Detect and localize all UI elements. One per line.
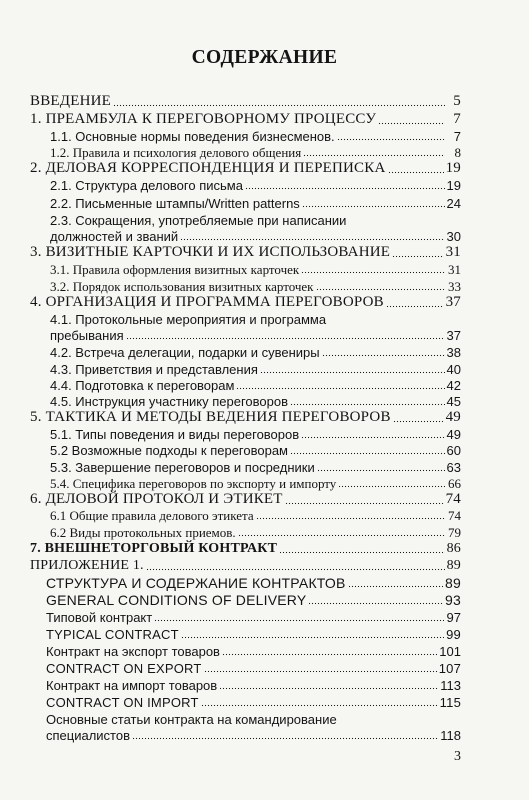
toc-entry-page: 40 bbox=[446, 362, 461, 377]
toc-entry-label: 4.5. Инструкция участнику переговоров bbox=[50, 394, 289, 409]
dot-leader bbox=[392, 254, 443, 258]
dot-leader bbox=[338, 484, 445, 488]
toc-entry-section-4-1-line1: 4.1. Протокольные мероприятия и программа bbox=[50, 312, 327, 327]
toc-entry-page: 97 bbox=[446, 610, 461, 625]
toc-entry-section-5-2 bbox=[50, 444, 461, 457]
toc-entry-section-6-1 bbox=[50, 509, 461, 522]
toc-entry-page: 79 bbox=[448, 525, 461, 540]
toc-entry-page: 24 bbox=[446, 196, 461, 211]
toc-entry-label: CONTRACT ON EXPORT bbox=[46, 661, 202, 676]
dot-leader bbox=[146, 567, 445, 571]
toc-entry-label: 3. ВИЗИТНЫЕ КАРТОЧКИ И ИХ ИСПОЛЬЗОВАНИЕ bbox=[30, 244, 391, 260]
toc-entry-label: 6.1 Общие правила делового этикета bbox=[50, 508, 254, 523]
dot-leader bbox=[316, 287, 446, 291]
toc-entry-export-contract-ru bbox=[46, 645, 461, 658]
toc-entry-chapter-3 bbox=[30, 245, 461, 260]
toc-entry-label: 1.2. Правила и психология делового общения bbox=[50, 145, 302, 160]
toc-entry-chapter-1 bbox=[30, 112, 461, 127]
dot-leader bbox=[236, 386, 444, 390]
toc-entry-section-4-1 bbox=[50, 329, 461, 342]
toc-entry-label: 4.3. Приветствия и представления bbox=[50, 362, 258, 377]
toc-entry-page: 118 bbox=[440, 728, 461, 743]
toc-entry-chapter-2 bbox=[30, 161, 461, 176]
toc-entry-page: 49 bbox=[446, 427, 461, 442]
toc-entry-section-4-3 bbox=[50, 363, 461, 376]
toc-entry-label: 5.4. Специфика переговоров по экспорту и импорту bbox=[50, 476, 337, 491]
toc-entry-label: пребывания bbox=[50, 328, 124, 343]
toc-entry-label: GENERAL CONDITIONS OF DELIVERY bbox=[46, 592, 307, 608]
dot-leader bbox=[256, 516, 445, 520]
dot-leader bbox=[301, 270, 445, 274]
toc-entry-import-contract-en bbox=[46, 696, 461, 709]
toc-entry-page: 49 bbox=[445, 409, 461, 425]
toc-entry-chapter-6 bbox=[30, 492, 461, 507]
toc-entry-label: ПРИЛОЖЕНИЕ 1. bbox=[30, 558, 144, 573]
toc-entry-page: 93 bbox=[445, 592, 461, 608]
toc-entry-page: 60 bbox=[446, 443, 461, 458]
dot-leader bbox=[245, 186, 445, 190]
toc-entry-page: 113 bbox=[440, 678, 461, 693]
dot-leader bbox=[238, 533, 445, 537]
dot-leader bbox=[279, 550, 444, 554]
dot-leader bbox=[260, 370, 445, 374]
toc-entry-label: 1.1. Основные нормы поведения бизнесменов. bbox=[50, 129, 335, 144]
toc-entry-specialists-contract bbox=[46, 729, 461, 742]
toc-entry-page: 101 bbox=[439, 644, 461, 659]
dot-leader bbox=[303, 153, 445, 157]
dot-leader bbox=[290, 402, 445, 406]
toc-entry-section-4-4 bbox=[50, 379, 461, 392]
toc-entry-export-contract-en bbox=[46, 662, 461, 675]
toc-entry-page: 5 bbox=[453, 93, 461, 109]
toc-entry-label: ВВЕДЕНИЕ bbox=[30, 93, 111, 109]
toc-entry-label: 4.2. Встреча делегации, подарки и сувениры bbox=[50, 345, 320, 360]
toc-entry-label: 4.4. Подготовка к переговорам bbox=[50, 378, 235, 393]
toc-entry-section-1-1 bbox=[50, 130, 461, 143]
dot-leader bbox=[204, 669, 437, 673]
toc-entry-page: 37 bbox=[446, 328, 461, 343]
toc-entry-label: 4. ОРГАНИЗАЦИЯ И ПРОГРАММА ПЕРЕГОВОРОВ bbox=[30, 294, 384, 310]
toc-entry-page: 8 bbox=[454, 145, 461, 160]
toc-entry-label: специалистов bbox=[46, 728, 130, 743]
dot-leader bbox=[308, 601, 443, 605]
toc-entry-label: 5.1. Типы поведения и виды переговоров bbox=[50, 427, 300, 442]
toc-entry-appendix-1 bbox=[30, 559, 461, 573]
toc-entry-label: 6. ДЕЛОВОЙ ПРОТОКОЛ И ЭТИКЕТ bbox=[30, 491, 283, 507]
toc-entry-page: 63 bbox=[446, 460, 461, 475]
toc-entry-label: должностей и званий bbox=[50, 229, 179, 244]
toc-entry-label: 5.2 Возможные подходы к переговорам bbox=[50, 443, 288, 458]
toc-entry-section-2-3-line1: 2.3. Сокращения, употребляемые при написании bbox=[50, 213, 347, 228]
toc-entry-label: 5. ТАКТИКА И МЕТОДЫ ВЕДЕНИЯ ПЕРЕГОВОРОВ bbox=[30, 409, 391, 425]
dot-leader bbox=[290, 451, 445, 455]
toc-entry-typical-contract-en bbox=[46, 628, 461, 641]
dot-leader bbox=[386, 304, 444, 308]
toc-entry-page: 7 bbox=[453, 111, 461, 127]
toc-entry-section-2-2 bbox=[50, 197, 461, 210]
dot-leader bbox=[154, 618, 444, 622]
toc-entry-page: 19 bbox=[446, 178, 461, 193]
toc-entry-introduction bbox=[30, 94, 461, 109]
page-number: 3 bbox=[454, 749, 461, 764]
dot-leader bbox=[201, 703, 438, 707]
dot-leader bbox=[388, 170, 444, 174]
toc-entry-chapter-5 bbox=[30, 410, 461, 425]
dot-leader bbox=[393, 419, 444, 423]
toc-entry-label: 6.2 Виды протокольных приемов. bbox=[50, 525, 236, 540]
dot-leader bbox=[337, 137, 445, 141]
dot-leader bbox=[378, 121, 445, 125]
toc-entry-section-2-3 bbox=[50, 230, 461, 243]
toc-entry-section-6-2 bbox=[50, 526, 461, 539]
toc-entry-page: 7 bbox=[453, 129, 461, 144]
toc-entry-chapter-7 bbox=[30, 542, 461, 556]
toc-entry-page: 31 bbox=[448, 262, 461, 277]
toc-entry-chapter-4 bbox=[30, 295, 461, 310]
toc-entry-label: 3.1. Правила оформления визитных карточек bbox=[50, 262, 300, 277]
toc-entry-label: 1. ПРЕАМБУЛА К ПЕРЕГОВОРНОМУ ПРОЦЕССУ bbox=[30, 111, 377, 127]
toc-entry-section-5-1 bbox=[50, 428, 461, 441]
toc-entry-typical-contract-ru bbox=[46, 611, 461, 624]
toc-entry-import-contract-ru bbox=[46, 679, 461, 692]
toc-entry-page: 107 bbox=[438, 661, 461, 676]
toc-entry-page: 37 bbox=[445, 294, 461, 310]
dot-leader bbox=[322, 353, 445, 357]
toc-entry-label: 7. ВНЕШНЕТОРГОВЫЙ КОНТРАКТ bbox=[30, 541, 278, 556]
dot-leader bbox=[126, 336, 445, 340]
toc-entry-label: СТРУКТУРА И СОДЕРЖАНИЕ КОНТРАКТОВ bbox=[46, 575, 346, 591]
toc-entry-page: 30 bbox=[446, 229, 461, 244]
dot-leader bbox=[219, 686, 438, 690]
toc-entry-page: 74 bbox=[448, 508, 461, 523]
toc-entry-page: 33 bbox=[448, 279, 461, 294]
toc-entry-section-3-1 bbox=[50, 263, 461, 276]
toc-entry-page: 42 bbox=[446, 378, 461, 393]
toc-entry-page: 45 bbox=[446, 394, 461, 409]
toc-entry-section-3-2 bbox=[50, 280, 461, 293]
toc-entry-specialists-contract-line1: Основные статьи контракта на командирование bbox=[46, 712, 337, 727]
toc-entry-page: 74 bbox=[445, 491, 461, 507]
dot-leader bbox=[132, 736, 438, 740]
toc-entry-label: 2.2. Письменные штампы/Written patterns bbox=[50, 196, 300, 211]
dot-leader bbox=[317, 468, 445, 472]
dot-leader bbox=[285, 501, 444, 505]
toc-entry-label: CONTRACT ON IMPORT bbox=[46, 695, 199, 710]
toc-entry-page: 19 bbox=[445, 160, 461, 176]
toc-entry-label: 5.3. Завершение переговоров и посредники bbox=[50, 460, 315, 475]
toc-entry-label: 2. ДЕЛОВАЯ КОРРЕСПОНДЕНЦИЯ И ПЕРЕПИСКА bbox=[30, 160, 386, 176]
toc-entry-section-2-1 bbox=[50, 179, 461, 192]
dot-leader bbox=[222, 652, 437, 656]
dot-leader bbox=[181, 635, 444, 639]
toc-entry-label: TYPICAL CONTRACT bbox=[46, 627, 179, 642]
toc-entry-page: 31 bbox=[445, 244, 461, 260]
page-title: СОДЕРЖАНИЕ bbox=[191, 47, 338, 68]
toc-entry-section-1-2 bbox=[50, 146, 461, 159]
toc-entry-page: 86 bbox=[446, 541, 461, 556]
toc-entry-section-5-4 bbox=[50, 477, 461, 490]
toc-entry-page: 89 bbox=[445, 575, 461, 591]
toc-entry-page: 66 bbox=[448, 476, 461, 491]
toc-entry-label: Контракт на экспорт товаров bbox=[46, 644, 220, 659]
toc-entry-page: 115 bbox=[439, 695, 461, 710]
dot-leader bbox=[348, 584, 443, 588]
toc-entry-label: Контракт на импорт товаров bbox=[46, 678, 218, 693]
toc-entry-label: 3.2. Порядок использования визитных карточек bbox=[50, 279, 314, 294]
dot-leader bbox=[113, 103, 445, 107]
toc-entry-label: 2.1. Структура делового письма bbox=[50, 178, 243, 193]
toc-entry-page: 89 bbox=[446, 558, 461, 573]
toc-entry-general-conditions bbox=[46, 593, 461, 607]
toc-entry-page: 38 bbox=[446, 345, 461, 360]
toc-entry-section-5-3 bbox=[50, 461, 461, 474]
toc-entry-label: Типовой контракт bbox=[46, 610, 153, 625]
dot-leader bbox=[302, 204, 445, 208]
dot-leader bbox=[180, 237, 444, 241]
toc-entry-section-4-2 bbox=[50, 346, 461, 359]
dot-leader bbox=[301, 435, 444, 439]
toc-entry-contract-structure bbox=[46, 576, 461, 590]
toc-entry-page: 99 bbox=[446, 627, 461, 642]
toc-entry-section-4-5 bbox=[50, 395, 461, 408]
